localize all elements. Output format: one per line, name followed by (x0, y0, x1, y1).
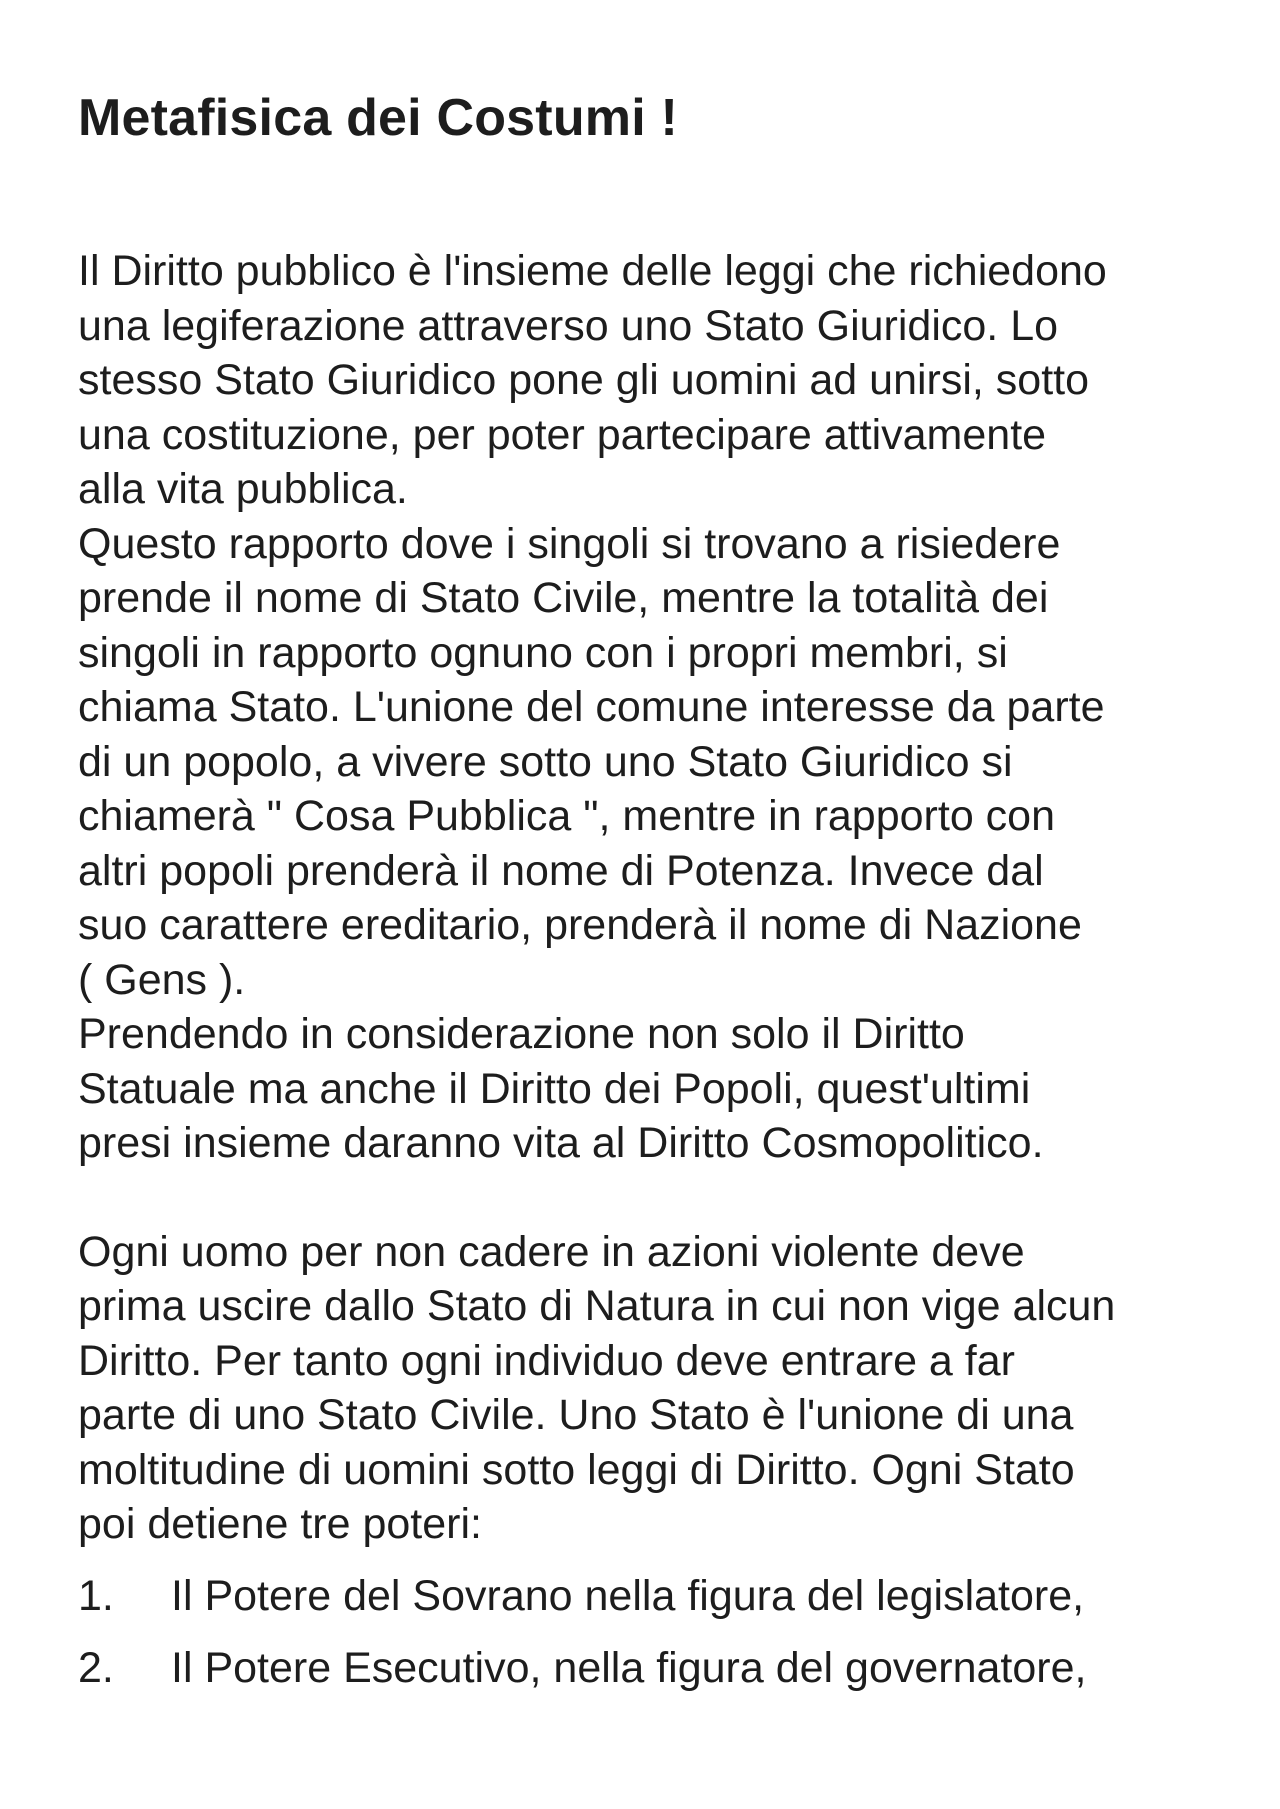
paragraph-state-of-nature: Ogni uomo per non cadere in azioni violente deve prima uscire dallo Stato di Natura in cui non vige alcun Diritto. Per tanto ogni individuo deve entrare a far parte di uno Stato Civile. Uno Stato è l'unione di una moltitudine di uomini sotto leggi di Diritto. Ogni Stato poi detiene tre poteri: (78, 1227, 1116, 1548)
powers-list (78, 1568, 1208, 1696)
page-title: Metafisica dei Costumi ! (78, 89, 679, 147)
list-item-number: 1. (78, 1571, 114, 1620)
list-item-text: Il Potere Esecutivo, nella figura del governatore, (171, 1643, 1087, 1692)
document-page (78, 0, 1208, 1712)
document-body (78, 244, 1208, 1696)
list-item (78, 1568, 1208, 1624)
paragraph-public-law: Il Diritto pubblico è l'insieme delle leggi che richiedono una legiferazione attraverso uno Stato Giuridico. Lo stesso Stato Giuridico pone gli uomini ad unirsi, sotto una costituzione, per poter partecipare attivamente alla vita pubblica. Questo rapporto dove i singoli si trovano a risiedere prende il nome di Stato Civile, mentre la totalità dei singoli in rapporto ognuno con i propri membri, si chiama Stato. L'unione del comune interesse da parte di un popolo, a vivere sotto uno Stato Giuridico si chiamerà " Cosa Pubblica ", mentre in rapporto con altri popoli prenderà il nome di Potenza. Invece dal suo carattere ereditario, prenderà il nome di Nazione ( Gens ). Prendendo in considerazione non solo il Diritto Statuale ma anche il Diritto dei Popoli, quest'ultimi presi insieme daranno vita al Diritto Cosmopolitico. (78, 247, 1107, 1167)
paragraph-gap (78, 1171, 1208, 1225)
list-item-number: 2. (78, 1643, 114, 1692)
list-item-text: Il Potere del Sovrano nella figura del legislatore, (171, 1571, 1085, 1620)
list-item (78, 1640, 1208, 1696)
